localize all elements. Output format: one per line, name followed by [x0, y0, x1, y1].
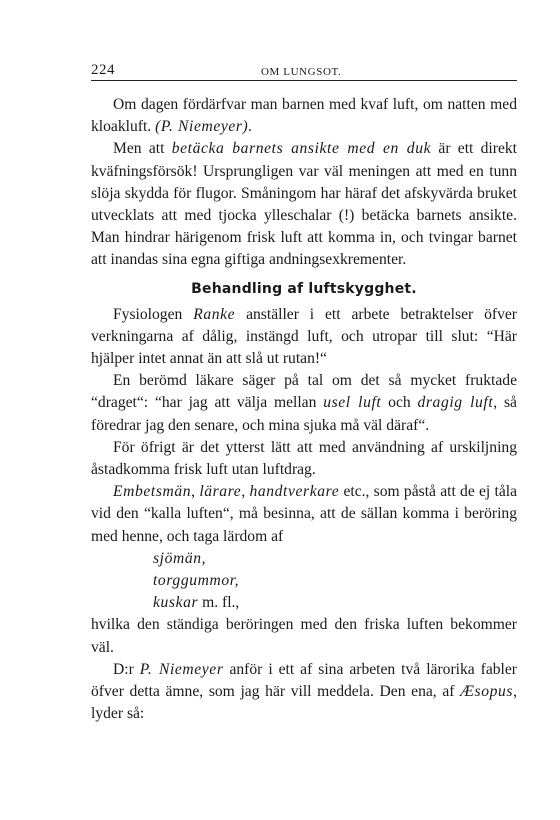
paragraph-6-text-b: hvilka den ständiga beröringen med den friska luften bekommer väl. — [91, 616, 517, 656]
paragraph-6-text-a: etc., som påstå att de ej tåla vid den “kalla luften“, må besinna, att de sällan komma i beröring med henne, och taga lärdom af — [91, 483, 517, 545]
body-text — [91, 94, 517, 725]
paragraph-4 — [91, 370, 517, 437]
page-number: 224 — [91, 62, 115, 78]
paragraph-7 — [91, 659, 517, 726]
list-item-coachmen-rest: m. fl., — [198, 594, 240, 612]
name-aesopus: Æsopus — [460, 683, 514, 701]
section-heading: Behandling af luftskygghet. — [191, 280, 417, 297]
paragraph-4-text-b: och — [381, 394, 418, 412]
running-head: OM LUNGSOT. — [261, 66, 342, 78]
name-niemeyer: P. Niemeyer — [139, 660, 224, 678]
paragraph-2 — [91, 138, 517, 271]
emphasis-bad-air: usel luft — [323, 394, 382, 412]
emphasis-craftsmen: handtverkare — [249, 483, 340, 501]
separator-1: , — [191, 483, 200, 501]
separator-2: , — [241, 483, 250, 501]
paragraph-4-text-c: , så föredrar jag den senare, och mina sjuka må väl däraf“. — [91, 394, 517, 434]
name-ranke: Ranke — [193, 305, 236, 323]
list-item-coachmen-emph: kuskar — [153, 594, 199, 612]
emphasis-face-cover: betäcka barnets ansikte med en duk — [171, 140, 432, 158]
book-page — [91, 58, 517, 725]
paragraph-3 — [91, 304, 517, 371]
paragraph-7-text-a: D:r — [113, 660, 140, 678]
paragraph-2-text-b: är ett direkt kväfningsförsök! Ursprungligen var väl meningen att med en tunn slöja skydda för flugor. Småningom har häraf det afskyvärda bruket utvecklats att med tjocka ylleschalar (!) betäcka barnets ansikte. Man hindrar härigenom frisk luft att komma in, och tvingar barnet att inandas sina egna giftiga andningsexkrementer. — [91, 140, 518, 269]
emphasis-teachers: lärare — [199, 483, 242, 501]
page-header — [91, 58, 517, 81]
paragraph-5: För öfrigt är det ytterst lätt att med användning af urskiljning åstadkomma frisk luft utan luftdrag. — [91, 438, 517, 479]
list-item-sailors: sjömän, — [153, 549, 207, 567]
paragraph-7-text-c: , lyder så: — [91, 683, 517, 723]
citation-niemeyer: (P. Niemeyer). — [155, 118, 253, 136]
paragraph-3-text-a: Fysiologen — [113, 305, 194, 323]
paragraph-6 — [91, 481, 517, 659]
paragraph-4-text-a: En berömd läkare säger på tal om det så mycket fruktade “draget“: “har jag att välja mellan — [91, 372, 517, 412]
emphasis-drafty-air: dragig luft — [417, 394, 494, 412]
paragraph-3-text-b: anställer i ett arbete betraktelser öfver verkningarna af dålig, instängd luft, och utropar till slut: “Här hjälper intet annat än att slå ut rutan!“ — [91, 305, 517, 368]
emphasis-officials: Embetsmän — [113, 483, 192, 501]
paragraph-1-text: Om dagen fördärfvar man barnen med kvaf luft, om natten med kloakluft. — [91, 96, 517, 136]
paragraph-2-text-a: Men att — [113, 140, 172, 158]
paragraph-7-text-b: anför i ett af sina arbeten två lärorika fabler öfver detta ämne, som jag här vill meddela. Den ena, af — [91, 660, 518, 701]
list-item-coachmen — [91, 592, 517, 614]
paragraph-1 — [91, 94, 517, 138]
list-item-market-women: torggummor, — [153, 572, 240, 590]
